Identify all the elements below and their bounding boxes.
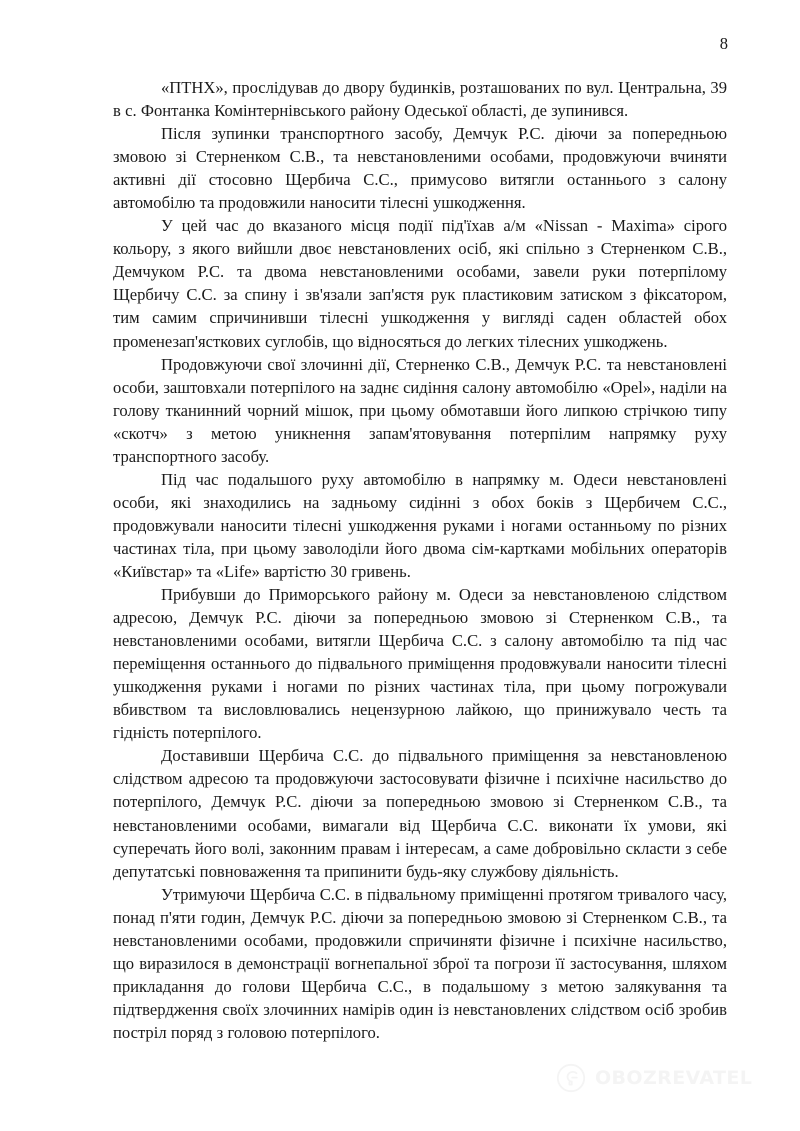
watermark-text: OBOZREVATEL xyxy=(595,1066,753,1089)
paragraph: У цей час до вказаного місця події під'їхав а/м «Nissan - Maxima» сірого кольору, з якого вийшли двоє невстановлених осіб, які спільно з Стерненком С.В., Демчуком Р.С. та двома невстановленими особами, завели руки потерпілому Щербичу С.С. за спину і зв'язали зап'ястя рук пластиковим затиском з фіксатором, тим самим спричинивши тілесні ушкодження у вигляді саден областей обох променезап'ясткових суглобів, що відносяться до легких тілесних ушкоджень. xyxy=(113,216,727,351)
paragraph: Після зупинки транспортного засобу, Демчук Р.С. діючи за попередньою змовою зі Стерненком С.В., та невстановленими особами, продовжуючи вчиняти активні дії стосовно Щербича С.С., примусово витягли останнього з салону автомобілю та продовжили наносити тілесні ушкодження. xyxy=(113,124,727,213)
watermark xyxy=(556,1058,756,1098)
paragraph: Продовжуючи свої злочинні дії, Стерненко С.В., Демчук Р.С. та невстановлені особи, заштовхали потерпілого на заднє сидіння салону автомобілю «Opel», наділи на голову тканинний чорний мішок, при цьому обмотавши його липкою стрічкою типу «скотч» з метою уникнення запам'ятовування потерпілим напрямку руху транспортного засобу. xyxy=(113,354,727,466)
page-number: 8 xyxy=(719,34,728,53)
obozrevatel-globe-logo-icon xyxy=(556,1063,586,1093)
paragraph: Прибувши до Приморського району м. Одеси за невстановленою слідством адресою, Демчук Р.С. діючи за попередньою змовою зі Стерненком С.В., та невстановленими особами, витягли Щербича С.С. з салону автомобілю та під час переміщення останнього до підвального приміщення продовжували наносити тілесні ушкодження руками і ногами по різних частинах тіла, при цьому погрожували вбивством та висловлювались нецензурною лайкою, що принижувало честь та гідність потерпілого. xyxy=(113,585,727,743)
paragraph: Доставивши Щербича С.С. до підвального приміщення за невстановленою слідством адресою та продовжуючи застосовувати фізичне і психічне насильство до потерпілого, Демчук Р.С. діючи за попередньою змовою зі Стерненком С.В., та невстановленими особами, вимагали від Щербича С.С. виконати їх умови, які суперечать його волі, законним правам і інтересам, а саме добровільно скласти з себе депутатські повноваження та припинити будь-яку службову діяльність. xyxy=(113,746,727,881)
paragraph: «ПТНХ», прослідував до двору будинків, розташованих по вул. Центральна, 39 в с. Фонтанка Комінтернівського району Одеської області, де зупинився. xyxy=(113,78,727,121)
paragraph: Утримуючи Щербича С.С. в підвальному приміщенні протягом тривалого часу, понад п'яти годин, Демчук Р.С. діючи за попередньою змовою зі Стерненком С.В., та невстановленими особами, продовжили спричиняти фізичне і психічне насильство, що виразилося в демонстрації вогнепальної зброї та погрози її застосування, шляхом прикладання до голови Щербича С.С., в подальшому з метою залякування та підтвердження своїх злочинних намірів один із невстановлених слідством осіб зробив постріл поряд з головою потерпілого. xyxy=(113,884,727,1042)
document-body xyxy=(113,76,727,1044)
paragraph: Під час подальшого руху автомобілю в напрямку м. Одеси невстановлені особи, які знаходились на задньому сидінні з обох боків з Щербичем С.С., продовжували наносити тілесні ушкодження руками і ногами останньому по різних частинах тіла, при цьому заволоділи його двома сім-картками мобільних операторів «Київстар» та «Life» вартістю 30 гривень. xyxy=(113,469,727,581)
